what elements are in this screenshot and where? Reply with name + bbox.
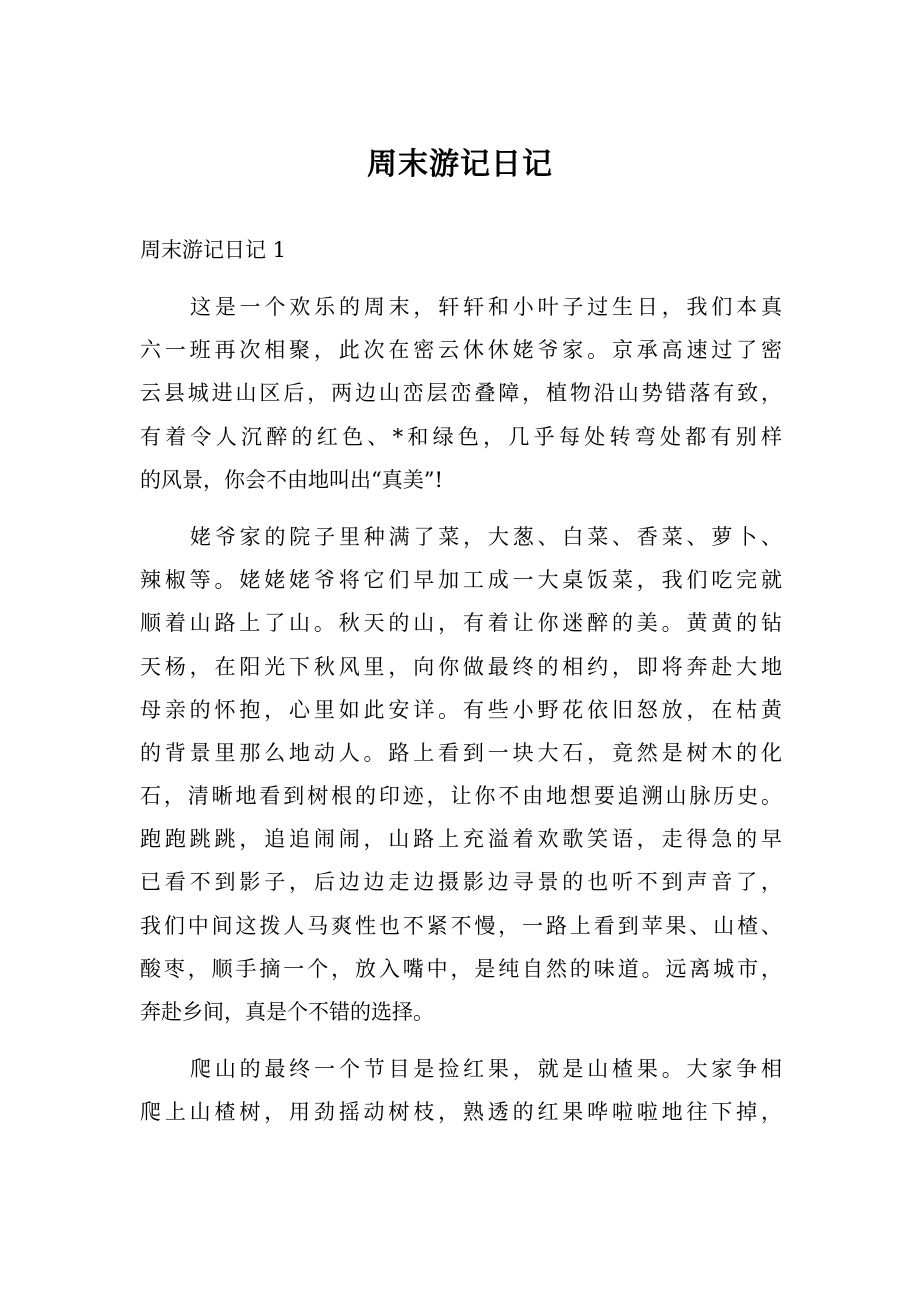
- text-line: 爬上山楂树，用劲摇动树枝，熟透的红果哗啦啦地往下掉，: [140, 1100, 782, 1125]
- text-line: 有着令人沉醉的红色、*和绿色，几乎每处转弯处都有别样: [140, 424, 782, 449]
- text-line: 石，清晰地看到树根的印迹，让你不由地想要追溯山脉历史。: [140, 784, 782, 809]
- text-line: 云县城进山区后，两边山峦层峦叠障，植物沿山势错落有致，: [140, 381, 782, 406]
- text-line: 的风景，你会不由地叫出“真美”!: [140, 467, 443, 492]
- text-line: 姥爷家的院子里种满了菜，大葱、白菜、香菜、萝卜、: [190, 524, 782, 549]
- text-line: 天杨，在阳光下秋风里，向你做最终的相约，即将奔赴大地: [140, 654, 782, 679]
- text-line: 母亲的怀抱，心里如此安详。有些小野花依旧怒放，在枯黄: [140, 697, 782, 722]
- text-line: 这是一个欢乐的周末，轩轩和小叶子过生日，我们本真: [190, 295, 782, 319]
- document-title: 周末游记日记: [367, 147, 553, 182]
- text-line: 酸枣，顺手摘一个，放入嘴中，是纯自然的味道。远离城市，: [140, 956, 782, 981]
- text-line: 爬山的最终一个节目是捡红果，就是山楂果。大家争相: [190, 1057, 782, 1082]
- text-line: 我们中间这拨人马爽性也不紧不慢，一路上看到苹果、山楂、: [140, 913, 782, 938]
- paragraph-2: [140, 516, 782, 1034]
- text-line: 已看不到影子，后边边走边摄影边寻景的也听不到声音了，: [140, 870, 782, 895]
- paragraph-1: [140, 286, 782, 502]
- text-line: 的背景里那么地动人。路上看到一块大石，竟然是树木的化: [140, 740, 782, 765]
- section-heading: 周末游记日记 1: [140, 238, 287, 262]
- text-line: 奔赴乡间，真是个不错的选择。: [140, 1000, 434, 1024]
- text-line: 顺着山路上了山。秋天的山，有着让你迷醉的美。黄黄的钻: [140, 611, 782, 636]
- text-line: 跑跑跳跳，追追闹闹，山路上充溢着欢歌笑语，走得急的早: [140, 827, 782, 852]
- text-line: 六一班再次相聚，此次在密云休休姥爷家。京承高速过了密: [140, 338, 782, 363]
- document-body: [140, 228, 782, 1149]
- paragraph-3: [140, 1048, 782, 1134]
- text-line: 辣椒等。姥姥姥爷将它们早加工成一大桌饭菜，我们吃完就: [140, 568, 782, 593]
